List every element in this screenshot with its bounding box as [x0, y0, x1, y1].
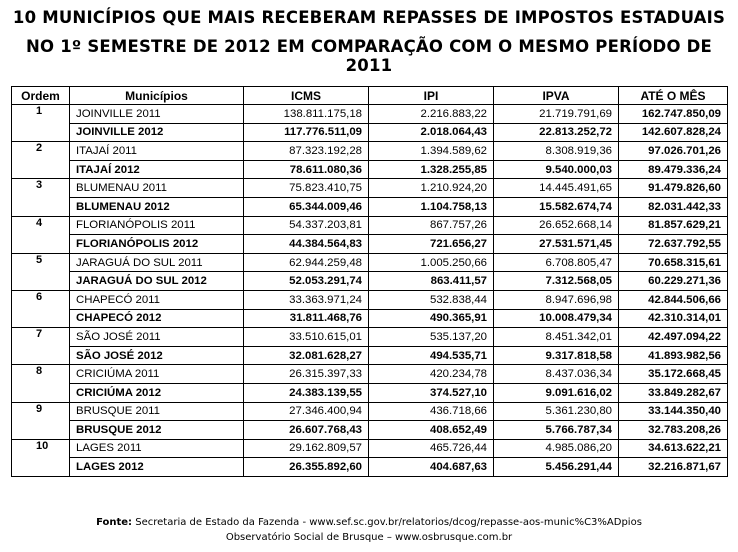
ipi-cell: 408.652,49	[369, 421, 494, 440]
ate-o-mes-cell: 41.893.982,56	[619, 346, 728, 365]
ipi-cell: 490.365,91	[369, 309, 494, 328]
ipva-cell: 15.582.674,74	[494, 197, 619, 216]
ipi-cell: 465.726,44	[369, 439, 494, 458]
icms-cell: 24.383.139,55	[244, 383, 369, 402]
table-row	[12, 272, 728, 291]
municipio-cell: BLUMENAU 2012	[70, 197, 244, 216]
ipi-cell: 374.527,10	[369, 383, 494, 402]
table-row	[12, 216, 728, 235]
ipi-cell: 1.210.924,20	[369, 179, 494, 198]
ipva-cell: 6.708.805,47	[494, 253, 619, 272]
municipio-cell: JOINVILLE 2012	[70, 123, 244, 142]
ate-o-mes-cell: 91.479.826,60	[619, 179, 728, 198]
icms-cell: 33.510.615,01	[244, 328, 369, 347]
ordem-cell	[12, 272, 70, 291]
ipva-cell: 8.308.919,36	[494, 142, 619, 161]
ipva-cell: 26.652.668,14	[494, 216, 619, 235]
icms-cell: 32.081.628,27	[244, 346, 369, 365]
ordem-cell: 4	[12, 216, 70, 235]
table-row	[12, 383, 728, 402]
ordem-cell: 6	[12, 290, 70, 309]
table-row	[12, 439, 728, 458]
municipio-cell: FLORIANÓPOLIS 2011	[70, 216, 244, 235]
ordem-cell	[12, 309, 70, 328]
municipio-cell: BRUSQUE 2012	[70, 421, 244, 440]
ate-o-mes-cell: 33.144.350,40	[619, 402, 728, 421]
table-row	[12, 421, 728, 440]
table-row	[12, 123, 728, 142]
table-row	[12, 328, 728, 347]
ipi-cell: 532.838,44	[369, 290, 494, 309]
icms-cell: 52.053.291,74	[244, 272, 369, 291]
municipio-cell: SÃO JOSÉ 2011	[70, 328, 244, 347]
ordem-cell	[12, 160, 70, 179]
header-municipios: Municípios	[70, 87, 244, 105]
repasses-table	[11, 86, 728, 477]
icms-cell: 62.944.259,48	[244, 253, 369, 272]
ipva-cell: 27.531.571,45	[494, 235, 619, 254]
ordem-cell: 3	[12, 179, 70, 198]
table-row	[12, 458, 728, 477]
icms-cell: 75.823.410,75	[244, 179, 369, 198]
ate-o-mes-cell: 32.783.208,26	[619, 421, 728, 440]
ordem-cell: 7	[12, 328, 70, 347]
header-ipva: IPVA	[494, 87, 619, 105]
municipio-cell: LAGES 2011	[70, 439, 244, 458]
ipva-cell: 9.317.818,58	[494, 346, 619, 365]
ate-o-mes-cell: 162.747.850,09	[619, 105, 728, 124]
municipio-cell: CHAPECÓ 2012	[70, 309, 244, 328]
icms-cell: 138.811.175,18	[244, 105, 369, 124]
table-row	[12, 235, 728, 254]
municipio-cell: CHAPECÓ 2011	[70, 290, 244, 309]
ipva-cell: 5.361.230,80	[494, 402, 619, 421]
ordem-cell	[12, 235, 70, 254]
table-row	[12, 105, 728, 124]
table-row	[12, 365, 728, 384]
ordem-cell	[12, 346, 70, 365]
ate-o-mes-cell: 33.849.282,67	[619, 383, 728, 402]
ipi-cell: 1.005.250,66	[369, 253, 494, 272]
municipio-cell: BRUSQUE 2011	[70, 402, 244, 421]
municipio-cell: ITAJAÍ 2012	[70, 160, 244, 179]
ipi-cell: 1.394.589,62	[369, 142, 494, 161]
ordem-cell	[12, 383, 70, 402]
table-row	[12, 197, 728, 216]
ate-o-mes-cell: 89.479.336,24	[619, 160, 728, 179]
ipi-cell: 721.656,27	[369, 235, 494, 254]
table-row	[12, 346, 728, 365]
table-row	[12, 290, 728, 309]
ipi-cell: 420.234,78	[369, 365, 494, 384]
municipio-cell: FLORIANÓPOLIS 2012	[70, 235, 244, 254]
ate-o-mes-cell: 42.310.314,01	[619, 309, 728, 328]
icms-cell: 26.607.768,43	[244, 421, 369, 440]
ipi-cell: 2.018.064,43	[369, 123, 494, 142]
source-text: Secretaria de Estado da Fazenda - www.sef.sc.gov.br/relatorios/dcog/repasse-aos-munic%C3%ADpios	[132, 517, 642, 528]
ipi-cell: 535.137,20	[369, 328, 494, 347]
icms-cell: 117.776.511,09	[244, 123, 369, 142]
ordem-cell	[12, 197, 70, 216]
ate-o-mes-cell: 82.031.442,33	[619, 197, 728, 216]
ate-o-mes-cell: 35.172.668,45	[619, 365, 728, 384]
ipva-cell: 21.719.791,69	[494, 105, 619, 124]
header-ate-o-mes: ATÉ O MÊS	[619, 87, 728, 105]
ipva-cell: 4.985.086,20	[494, 439, 619, 458]
table-row	[12, 160, 728, 179]
ate-o-mes-cell: 81.857.629,21	[619, 216, 728, 235]
ipva-cell: 9.091.616,02	[494, 383, 619, 402]
ipi-cell: 1.104.758,13	[369, 197, 494, 216]
ordem-cell: 9	[12, 402, 70, 421]
header-icms: ICMS	[244, 87, 369, 105]
icms-cell: 27.346.400,94	[244, 402, 369, 421]
ate-o-mes-cell: 32.216.871,67	[619, 458, 728, 477]
ipva-cell: 9.540.000,03	[494, 160, 619, 179]
ipi-cell: 2.216.883,22	[369, 105, 494, 124]
header-ordem: Ordem	[12, 87, 70, 105]
source-label: Fonte:	[96, 517, 133, 528]
municipio-cell: JARAGUÁ DO SUL 2012	[70, 272, 244, 291]
observatorio-note: Observatório Social de Brusque – www.osbrusque.com.br	[225, 532, 513, 543]
ipva-cell: 10.008.479,34	[494, 309, 619, 328]
ipi-cell: 404.687,63	[369, 458, 494, 477]
municipio-cell: JARAGUÁ DO SUL 2011	[70, 253, 244, 272]
ate-o-mes-cell: 42.497.094,22	[619, 328, 728, 347]
municipio-cell: BLUMENAU 2011	[70, 179, 244, 198]
ipva-cell: 22.813.252,72	[494, 123, 619, 142]
icms-cell: 65.344.009,46	[244, 197, 369, 216]
table-row	[12, 309, 728, 328]
icms-cell: 78.611.080,36	[244, 160, 369, 179]
ipi-cell: 436.718,66	[369, 402, 494, 421]
municipio-cell: CRICIÚMA 2011	[70, 365, 244, 384]
ate-o-mes-cell: 42.844.506,66	[619, 290, 728, 309]
table-body	[12, 105, 728, 477]
icms-cell: 31.811.468,76	[244, 309, 369, 328]
ipva-cell: 7.312.568,05	[494, 272, 619, 291]
header-ipi: IPI	[369, 87, 494, 105]
ate-o-mes-cell: 70.658.315,61	[619, 253, 728, 272]
ate-o-mes-cell: 34.613.622,21	[619, 439, 728, 458]
ipva-cell: 8.451.342,01	[494, 328, 619, 347]
icms-cell: 44.384.564,83	[244, 235, 369, 254]
icms-cell: 87.323.192,28	[244, 142, 369, 161]
municipio-cell: LAGES 2012	[70, 458, 244, 477]
icms-cell: 33.363.971,24	[244, 290, 369, 309]
page-title-line-2: NO 1º SEMESTRE DE 2012 EM COMPARAÇÃO COM O MESMO PERÍODO DE 2011	[26, 37, 712, 75]
ipi-cell: 863.411,57	[369, 272, 494, 291]
icms-cell: 54.337.203,81	[244, 216, 369, 235]
municipio-cell: CRICIÚMA 2012	[70, 383, 244, 402]
table-row	[12, 179, 728, 198]
ipi-cell: 1.328.255,85	[369, 160, 494, 179]
ipva-cell: 8.947.696,98	[494, 290, 619, 309]
ate-o-mes-cell: 60.229.271,36	[619, 272, 728, 291]
ordem-cell: 8	[12, 365, 70, 384]
ordem-cell: 5	[12, 253, 70, 272]
ordem-cell: 2	[12, 142, 70, 161]
icms-cell: 26.315.397,33	[244, 365, 369, 384]
ordem-cell: 1	[12, 105, 70, 124]
source-note	[0, 517, 738, 528]
municipio-cell: SÃO JOSÉ 2012	[70, 346, 244, 365]
table-header-row	[12, 87, 728, 105]
ate-o-mes-cell: 142.607.828,24	[619, 123, 728, 142]
table-row	[12, 253, 728, 272]
ipva-cell: 5.766.787,34	[494, 421, 619, 440]
ipi-cell: 494.535,71	[369, 346, 494, 365]
ipva-cell: 5.456.291,44	[494, 458, 619, 477]
icms-cell: 29.162.809,57	[244, 439, 369, 458]
municipio-cell: JOINVILLE 2011	[70, 105, 244, 124]
ipva-cell: 14.445.491,65	[494, 179, 619, 198]
table-row	[12, 402, 728, 421]
ordem-cell	[12, 458, 70, 477]
ipva-cell: 8.437.036,34	[494, 365, 619, 384]
municipio-cell: ITAJAÍ 2011	[70, 142, 244, 161]
ipi-cell: 867.757,26	[369, 216, 494, 235]
ate-o-mes-cell: 72.637.792,55	[619, 235, 728, 254]
ordem-cell	[12, 123, 70, 142]
ate-o-mes-cell: 97.026.701,26	[619, 142, 728, 161]
table-row	[12, 142, 728, 161]
page-title-line-1: 10 MUNICÍPIOS QUE MAIS RECEBERAM REPASSES DE IMPOSTOS ESTADUAIS	[12, 8, 726, 27]
ordem-cell	[12, 421, 70, 440]
icms-cell: 26.355.892,60	[244, 458, 369, 477]
ordem-cell: 10	[12, 439, 70, 458]
